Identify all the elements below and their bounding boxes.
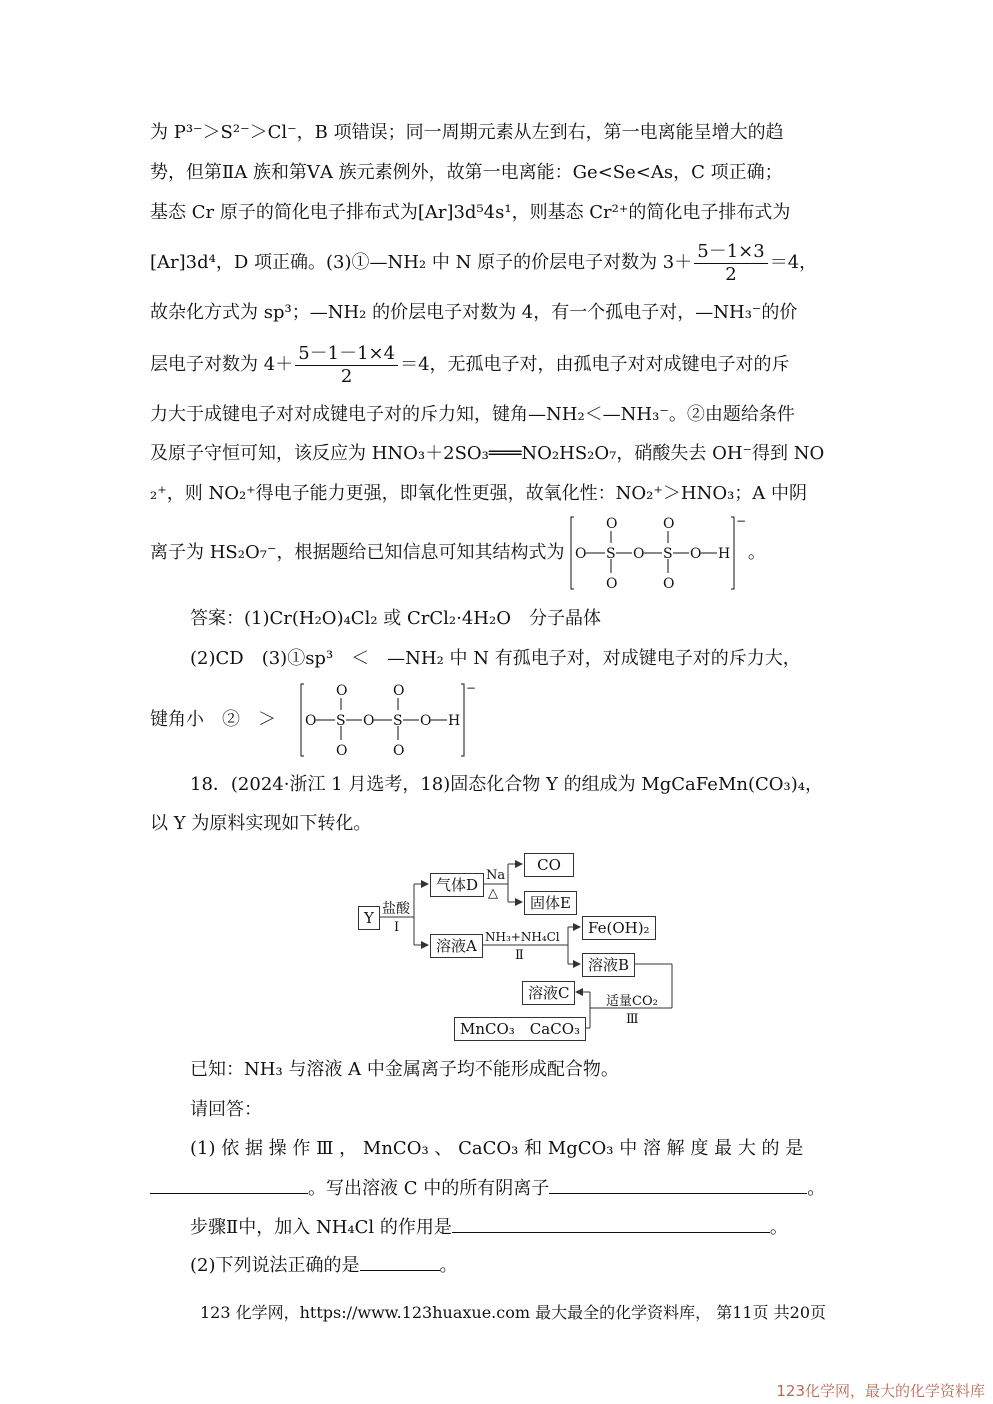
- box-feoh2: Fe(OH)₂: [582, 916, 656, 940]
- atom-o: O: [335, 683, 348, 699]
- question-1-blanks: [150, 1175, 825, 1202]
- fraction-denominator: 2: [725, 263, 737, 285]
- atom-o: O: [419, 713, 432, 729]
- answer-blank[interactable]: [360, 1252, 440, 1271]
- text-segment: ＝4，: [769, 252, 818, 273]
- atom-s: S: [335, 713, 346, 729]
- question-title: 以 Y 为原料实现如下转化。: [150, 813, 372, 834]
- atom-o: O: [606, 516, 618, 532]
- text-line-structure: [150, 515, 766, 591]
- atom-o: O: [392, 743, 405, 759]
- pyrosulfate-structure: [570, 514, 747, 592]
- text-line: 力大于成键电子对对成键电子对的斥力知，键角—NH₂＜—NH₃⁻。②由题给条件: [150, 404, 795, 425]
- label-acid: 盐酸: [382, 901, 410, 917]
- box-solid-e: 固体E: [524, 891, 577, 915]
- box-solution-c: 溶液C: [522, 981, 575, 1005]
- fraction: [694, 241, 767, 286]
- page-footer: 123 化学网，https://www.123huaxue.com 最大最全的化学资料库， 第11页 共20页: [200, 1303, 827, 1322]
- atom-o: O: [663, 576, 675, 592]
- atom-o: O: [304, 713, 317, 729]
- question-title: 18．(2024·浙江 1 月选考，18)固态化合物 Y 的组成为 MgCaFeMn(CO₃)₄，: [190, 774, 823, 795]
- box-carbonates: MnCO₃ CaCO₃: [454, 1017, 586, 1041]
- answer-blank[interactable]: [549, 1175, 807, 1194]
- answer-line: (2)CD (3)①sp³ ＜ —NH₂ 中 N 有孤电子对，对成键电子对的斥力大，: [190, 648, 801, 669]
- fraction-numerator: 5－1－1×4: [295, 343, 398, 366]
- fraction: [295, 343, 398, 388]
- text-line: 基态 Cr 原子的简化电子排布式为[Ar]3d⁵4s¹，则基态 Cr²⁺的简化电子排布式为: [150, 202, 791, 223]
- text-line-fraction: [150, 340, 790, 390]
- answer-line: 答案：(1)Cr(H₂O)₄Cl₂ 或 CrCl₂·4H₂O 分子晶体: [190, 608, 601, 629]
- text-segment: 。: [747, 542, 766, 563]
- label-na: Na: [486, 868, 506, 883]
- text-line: ₂⁺，则 NO₂⁺得电子能力更强，即氧化性更强，故氧化性：NO₂⁺＞HNO₃；A 中阴: [150, 483, 808, 504]
- text-segment: 。写出溶液 C 中的所有阴离子: [308, 1178, 550, 1199]
- box-solution-a: 溶液A: [430, 934, 483, 958]
- charge-sign: −: [465, 681, 476, 695]
- box-gas-d: 气体D: [430, 873, 484, 897]
- atom-h: H: [447, 713, 460, 729]
- label-step3: Ⅲ: [626, 1012, 639, 1027]
- text-line: 势，但第ⅡA 族和第ⅤA 族元素例外，故第一电离能：Ge<Se<As，C 项正确；: [150, 162, 783, 183]
- text-line: 为 P³⁻＞S²⁻＞Cl⁻，B 项错误；同一周期元素从左到右，第一电离能呈增大的趋: [150, 122, 784, 143]
- box-solution-b: 溶液B: [582, 953, 635, 977]
- atom-o: O: [633, 546, 645, 562]
- atom-o: O: [663, 516, 675, 532]
- box-co: CO: [524, 853, 574, 877]
- question-1-nh4cl: [190, 1214, 788, 1241]
- atom-o: O: [575, 546, 587, 562]
- atom-s: S: [663, 546, 673, 562]
- atom-s: S: [392, 713, 403, 729]
- text-segment: 步骤Ⅱ中，加入 NH₄Cl 的作用是: [190, 1217, 452, 1238]
- atom-o: O: [335, 743, 348, 759]
- question-2: [190, 1252, 458, 1279]
- text-segment: 。: [769, 1217, 788, 1238]
- answer-blank[interactable]: [150, 1175, 308, 1194]
- answer-line-structure: [150, 681, 476, 759]
- text-line-fraction: [150, 238, 817, 288]
- text-line: 故杂化方式为 sp³；—NH₂ 的价层电子对数为 4，有一个孤电子对，—NH₃⁻的价: [150, 302, 798, 323]
- prompt-line: 请回答：: [190, 1099, 262, 1120]
- text-segment: 层电子对数为 4＋: [150, 354, 294, 375]
- atom-o: O: [392, 683, 405, 699]
- text-segment: (2)下列说法正确的是: [190, 1255, 360, 1276]
- question-1: (1) 依 据 操 作 Ⅲ ， MnCO₃ 、 CaCO₃ 和 MgCO₃ 中 溶 解 度 最 大 的 是: [190, 1138, 804, 1159]
- atom-o: O: [362, 713, 375, 729]
- text-segment: 键角小 ② ＞: [150, 709, 276, 730]
- atom-s: S: [606, 546, 616, 562]
- label-heat: △: [488, 886, 498, 901]
- text-segment: 。: [807, 1178, 826, 1199]
- text-line: 及原子守恒可知，该反应为 HNO₃＋2SO₃═══NO₂HS₂O₇，硝酸失去 OH⁻得到 NO: [150, 443, 825, 464]
- label-co2: 适量CO₂: [606, 994, 658, 1009]
- atom-o: O: [606, 576, 618, 592]
- watermark: 123化学网，最大的化学资料库: [776, 1382, 985, 1400]
- answer-blank[interactable]: [452, 1214, 770, 1233]
- text-segment: 。: [439, 1255, 458, 1276]
- text-segment: 离子为 HS₂O₇⁻，根据题给已知信息可知其结构式为: [150, 542, 565, 563]
- text-segment: [Ar]3d⁴，D 项正确。(3)①—NH₂ 中 N 原子的价层电子对数为 3＋: [150, 252, 693, 273]
- charge-sign: −: [736, 514, 747, 528]
- fraction-numerator: 5－1×3: [694, 241, 767, 264]
- box-y: Y: [358, 906, 380, 930]
- label-reagent: NH₃+NH₄Cl: [485, 930, 560, 944]
- atom-o: O: [690, 546, 702, 562]
- fraction-denominator: 2: [340, 365, 353, 387]
- label-step2: Ⅱ: [515, 948, 524, 963]
- known-line: 已知：NH₃ 与溶液 A 中金属离子均不能形成配合物。: [190, 1059, 619, 1080]
- text-segment: ＝4，无孤电子对，由孤电子对对成键电子对的斥: [400, 354, 790, 375]
- label-step1: Ⅰ: [394, 920, 400, 935]
- atom-h: H: [718, 546, 731, 562]
- pyrosulfate-structure: [300, 681, 476, 759]
